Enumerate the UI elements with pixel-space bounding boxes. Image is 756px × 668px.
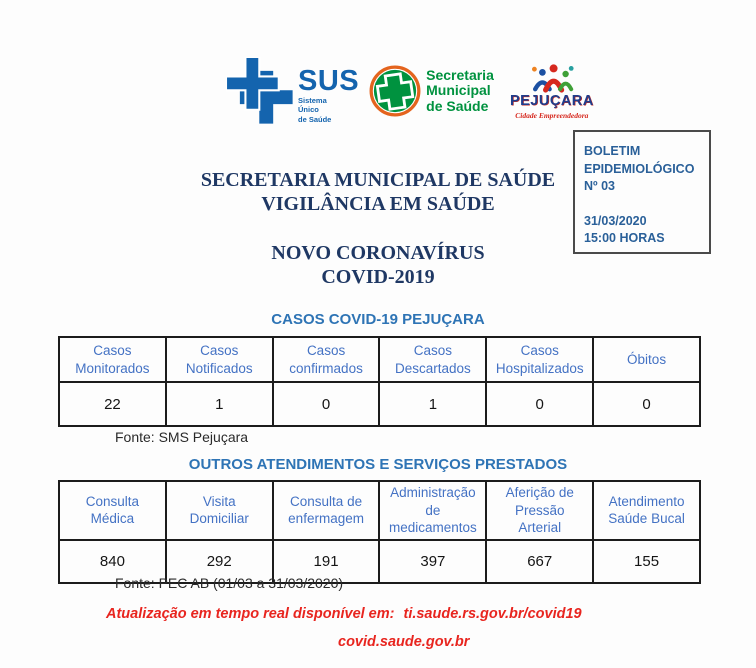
table-header-cell: Consulta de enfermagem [273,481,380,540]
table-value-cell: 191 [273,540,380,583]
sus-cross-icon [226,57,294,125]
table-value-cell: 667 [486,540,593,583]
main-title [0,169,756,216]
realtime-update-label: Atualização em tempo real disponível em: [106,606,395,622]
pejucara-people-icon [520,62,584,94]
services-table-header-row [59,481,700,540]
logo-strip [226,57,598,125]
table-header-cell: Administração de medicamentos [379,481,486,540]
realtime-update-line [106,606,582,622]
sms-line: Municipal [426,82,491,99]
table-value-cell: 292 [166,540,273,583]
bulletin-title-line: BOLETIM [584,144,641,158]
table-header-cell: Casos Monitorados [59,337,166,382]
table-header-cell: Casos confirmados [273,337,380,382]
table-value-cell: 840 [59,540,166,583]
health-secretary-logo [369,65,494,117]
table-value-cell: 0 [273,382,380,426]
sus-subtitle-line: de Saúde [298,114,332,124]
bulletin-time: 15:00 HORAS [584,231,665,245]
sus-title: SUS [298,64,360,97]
table-value-cell: 22 [59,382,166,426]
pejucara-name: PEJUÇARA [509,93,594,110]
covid-section-heading: CASOS COVID-19 PEJUÇARA [271,311,485,328]
covid-table-source: Fonte: SMS Pejuçara [115,429,249,445]
sub-title-line2: COVID-2019 [321,265,435,288]
table-value-cell: 0 [486,382,593,426]
sus-text-block [298,64,360,124]
sms-text-block [426,68,494,113]
covid-table-header-row [59,337,700,382]
table-value-cell: 155 [593,540,700,583]
table-header-cell: Visita Domiciliar [166,481,273,540]
table-value-cell: 1 [166,382,273,426]
sus-subtitle-line: Único [298,105,319,115]
table-header-cell: Atendimento Saúde Bucal [593,481,700,540]
table-header-cell: Consulta Médica [59,481,166,540]
table-header-cell: Óbitos [593,337,700,382]
services-table [58,480,701,584]
table-header-cell: Casos Hospitalizados [486,337,593,382]
bulletin-number: Nº 03 [584,179,615,193]
services-table-source: Fonte: PEC AB (01/03 a 31/03/2020) [115,575,344,591]
main-title-line1: SECRETARIA MUNICIPAL DE SAÚDE [200,169,556,191]
pejucara-tagline: Cidade Empreendedora [515,110,589,120]
health-cross-icon [369,65,421,117]
sms-line: de Saúde [426,97,489,114]
table-value-cell: 0 [593,382,700,426]
sms-line: Secretaria [426,67,494,84]
covid-cases-table [58,336,701,427]
table-header-cell: Casos Notificados [166,337,273,382]
services-section-heading: OUTROS ATENDIMENTOS E SERVIÇOS PRESTADOS [188,456,568,473]
main-title-line2: VIGILÂNCIA EM SAÚDE [261,192,495,215]
sus-logo [226,57,359,125]
table-value-cell: 397 [379,540,486,583]
bulletin-date: 31/03/2020 [584,213,647,228]
table-header-cell: Aferição de Pressão Arterial [486,481,593,540]
table-value-cell: 1 [379,382,486,426]
table-header-cell: Casos Descartados [379,337,486,382]
realtime-update-link[interactable]: ti.saude.rs.gov.br/covid19 [403,606,582,622]
pejucara-logo [506,62,598,120]
bulletin-title-line: EPIDEMIOLÓGICO [584,161,695,176]
sus-subtitle-line: Sistema [298,95,327,105]
sub-title-line1: NOVO CORONAVÍRUS [271,242,485,264]
covid-gov-link[interactable]: covid.saude.gov.br [338,634,470,650]
covid-table-value-row [59,382,700,426]
sub-title [0,242,756,289]
